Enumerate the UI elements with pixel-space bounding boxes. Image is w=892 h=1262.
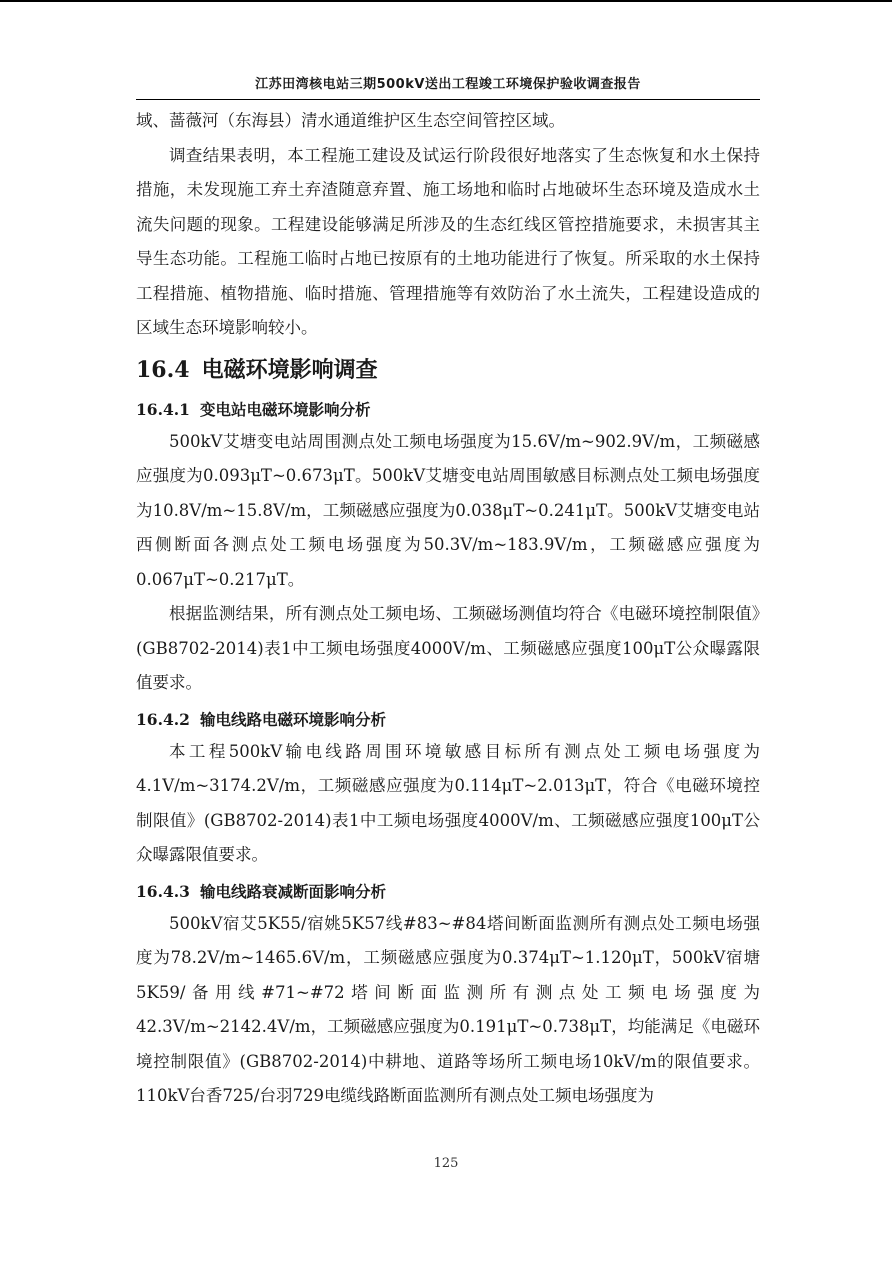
paragraph-substation-conclusion: 根据监测结果，所有测点处工频电场、工频磁场测值均符合《电磁环境控制限值》(GB8702-2014)表1中工频电场强度4000V/m、工频磁感应强度100μT公众曝露限值要求。 [136, 604, 760, 692]
subsection-heading-2 [136, 705, 760, 735]
paragraph-attenuation-results: 500kV宿艾5K55/宿姚5K57线#83~#84塔间断面监测所有测点处工频电场强度为78.2V/m~1465.6V/m，工频磁感应强度为0.374μT~1.120μT，500kV宿塘5K59/备用线#71~#72塔间断面监测所有测点处工频电场强度为42.3V/m~2142.4V/m，工频磁感应强度为0.191μT~0.738μT，均能满足《电磁环境控制限值》(GB8702-2014)中耕地、道路等场所工频电场10kV/m的限值要求。110kV台香725/台羽729电缆线路断面监测所有测点处工频电场强度为 [136, 913, 760, 1105]
subsection-heading-3 [136, 877, 760, 907]
subsection-heading-1 [136, 395, 760, 425]
header-divider [136, 99, 760, 100]
section-title: 电磁环境影响调查 [201, 357, 378, 383]
paragraph-survey-results: 调查结果表明，本工程施工建设及试运行阶段很好地落实了生态恢复和水土保持措施，未发现施工弃土弃渣随意弃置、施工场地和临时占地破坏生态环境及造成水土流失问题的现象。工程建设能够满足所涉及的生态红线区管控措施要求，未损害其主导生态功能。工程施工临时占地已按原有的土地功能进行了恢复。所采取的水土保持工程措施、植物措施、临时措施、管理措施等有效防治了水土流失，工程建设造成的区域生态环境影响较小。 [136, 145, 760, 337]
subsection-number: 16.4.3 [136, 881, 190, 901]
running-header: 江苏田湾核电站三期500kV送出工程竣工环境保护验收调查报告 [255, 77, 641, 92]
subsection-title: 输电线路衰减断面影响分析 [199, 882, 386, 901]
paragraph-substation-results: 500kV艾塘变电站周围测点处工频电场强度为15.6V/m~902.9V/m，工频磁感应强度为0.093μT~0.673μT。500kV艾塘变电站周围敏感目标测点处工频电场强度为10.8V/m~15.8V/m，工频磁感应强度为0.038μT~0.241μT。500kV艾塘变电站西侧断面各测点处工频电场强度为50.3V/m~183.9V/m，工频磁感应强度为0.067μT~0.217μT。 [136, 431, 760, 589]
subsection-number: 16.4.1 [136, 399, 190, 419]
page-number: 125 [433, 1156, 459, 1171]
paragraph-line-results: 本工程500kV输电线路周围环境敏感目标所有测点处工频电场强度为4.1V/m~3174.2V/m，工频磁感应强度为0.114μT~2.013μT，符合《电磁环境控制限值》(GB8702-2014)表1中工频电场强度4000V/m、工频磁感应强度100μT公众曝露限值要求。 [136, 741, 760, 864]
section-heading [136, 350, 760, 391]
section-number: 16.4 [136, 356, 190, 383]
page-body [136, 104, 760, 1114]
top-border [0, 0, 892, 2]
subsection-title: 输电线路电磁环境影响分析 [199, 710, 386, 729]
subsection-number: 16.4.2 [136, 709, 190, 729]
subsection-title: 变电站电磁环境影响分析 [199, 400, 371, 419]
paragraph-continued: 域、蔷薇河（东海县）清水通道维护区生态空间管控区域。 [136, 111, 565, 130]
